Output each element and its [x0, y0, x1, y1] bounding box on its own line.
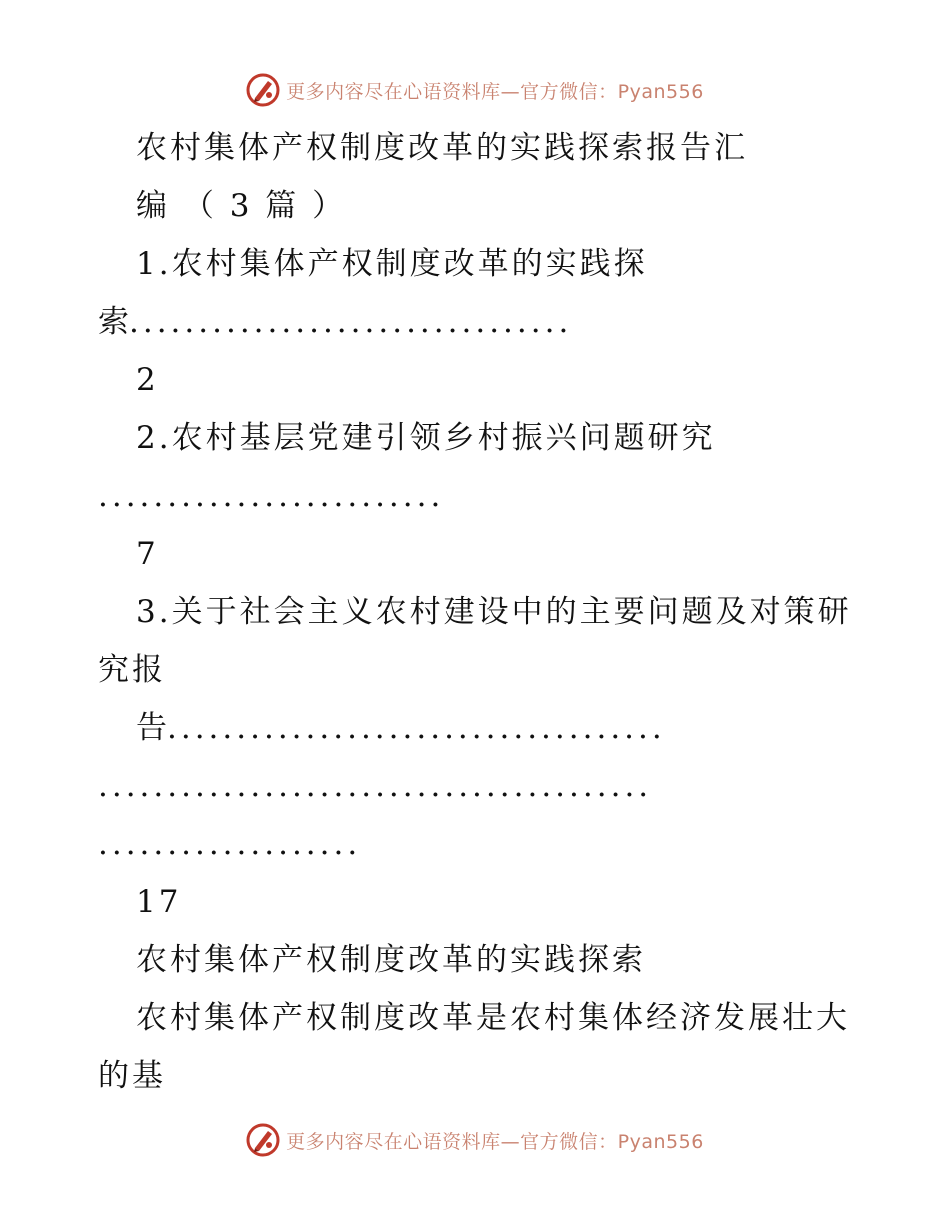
- body-text-line2: 的基: [98, 1058, 166, 1094]
- header-banner-text: 更多内容尽在心语资料库—官方微信：Pyan556: [286, 80, 704, 103]
- toc-entry-1-title: 1.农村集体产权制度改革的实践探: [136, 246, 648, 282]
- toc-entry-1-leader: ................................: [129, 304, 573, 340]
- toc-entry-1-title-cont: [98, 302, 572, 342]
- toc-entry-3-leader-1: ....................................: [167, 710, 666, 746]
- toc-entry-3-title-tail: 告: [136, 710, 167, 746]
- section-heading: 农村集体产权制度改革的实践探索: [136, 942, 646, 978]
- footer-banner-text: 更多内容尽在心语资料库—官方微信：Pyan556: [286, 1130, 704, 1153]
- footer-banner: [0, 1120, 950, 1160]
- document-title-line1: 农村集体产权制度改革的实践探索报告汇: [136, 130, 748, 166]
- toc-entry-3-title-cont: 究报: [98, 652, 166, 688]
- toc-entry-1-page: 2: [136, 362, 159, 398]
- pen-logo-icon: [246, 1123, 280, 1157]
- toc-entry-2-leader: .........................: [98, 478, 445, 514]
- toc-entry-1-title-tail: 索: [98, 304, 129, 340]
- toc-entry-3-title-line3: [136, 708, 666, 748]
- toc-entry-3-leader-3: ...................: [98, 826, 362, 862]
- toc-entry-3-page: 17: [136, 884, 182, 920]
- toc-entry-3-leader-2: ........................................: [98, 768, 653, 804]
- toc-entry-2-page: 7: [136, 536, 159, 572]
- body-text-line1: 农村集体产权制度改革是农村集体经济发展壮大: [136, 1000, 850, 1036]
- toc-entry-3-title: 3.关于社会主义农村建设中的主要问题及对策研: [136, 594, 852, 630]
- header-banner: [0, 70, 950, 110]
- toc-entry-2-title: 2.农村基层党建引领乡村振兴问题研究: [136, 420, 716, 456]
- document-title-line2: 编 （ 3 篇 ）: [136, 188, 347, 224]
- pen-logo-icon: [246, 73, 280, 107]
